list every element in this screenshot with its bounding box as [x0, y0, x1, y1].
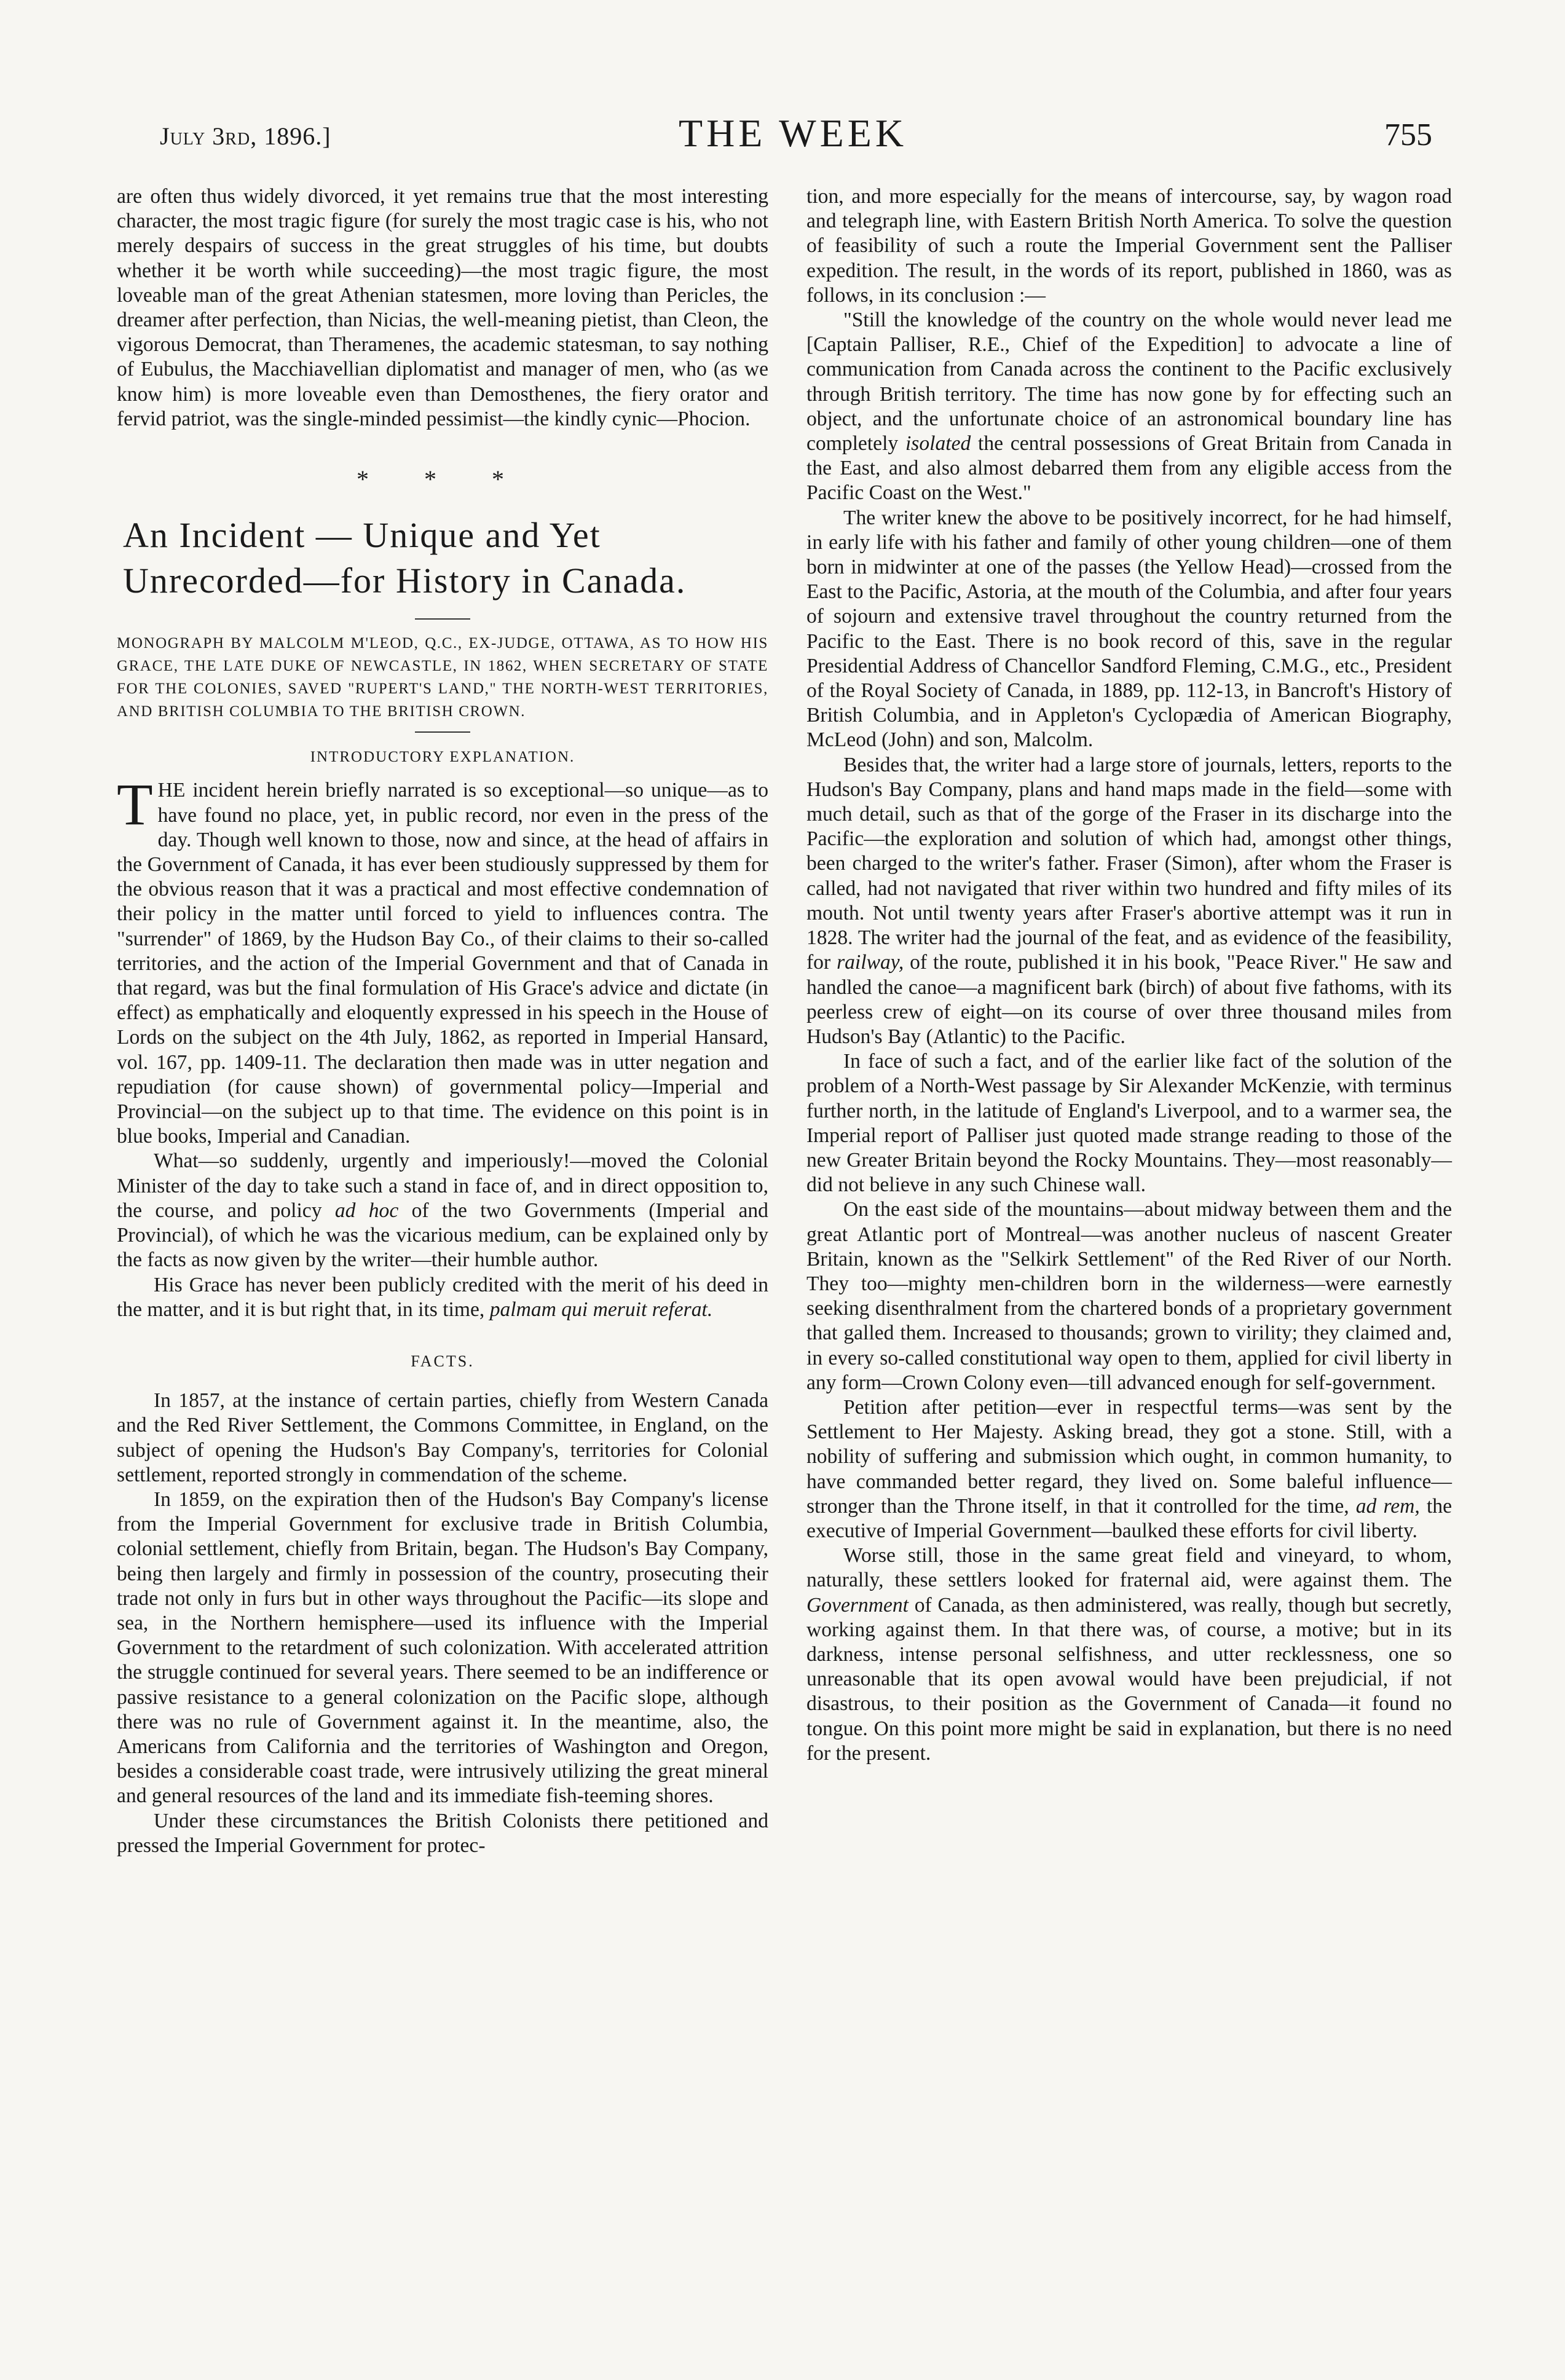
- italic-phrase: palmam qui meruit referat.: [489, 1298, 713, 1321]
- paragraph-text: Besides that, the writer had a large store of journals, letters, reports to the Hudson's Bay Company, plans and hand maps made in the field—some with much detail, such as that of the gorge of the Fraser in its discharge into the Pacific—the exploration and solution of which had, amongst other things, been charged to the writer's father. Fraser (Simon), after whom the Fraser is called, had not navigated that river within two hundred and fifty miles of its mouth. Not until twenty years after Fraser's abortive attempt was it run in 1828. The writer had the journal of the feat, and as evidence of the feasibility, for: [806, 753, 1452, 974]
- italic-phrase: ad hoc: [334, 1199, 399, 1222]
- italic-phrase: railway,: [837, 951, 904, 974]
- section-heading-facts: FACTS.: [411, 1352, 475, 1370]
- section-heading-introductory: INTRODUCTORY EXPLANATION.: [310, 749, 575, 766]
- paragraph-text: of Canada, as then administered, was really, though but secretly, working against them. In that there was, of course, a motive; but in its darkness, intense personal selfishness, and utter recklessness, one so unreasonable that its open avowal would have been prejudicial, if not disastrous, to their position as the Government of Canada—it found no tongue. On this point more might be said in explanation, but there is no need for the present.: [806, 1593, 1452, 1765]
- paragraph: [117, 1273, 768, 1322]
- right-column: [806, 184, 1452, 1766]
- italic-phrase: Government: [806, 1593, 909, 1617]
- block-quote: [806, 308, 1452, 506]
- paragraph-text: of the route, published it in his book, "Peace River." He saw and handled the canoe—a magnificent bark (birch) of about five fathoms, with its peerless crew of eight—on its course of over three thousand miles from Hudson's Bay (Atlantic) to the Pacific.: [806, 951, 1452, 1048]
- paragraph: tion, and more especially for the means of intercourse, say, by wagon road and telegraph line, with Eastern British North America. To solve the question of feasibility of such a route the Imperial Government sent the Palliser expedition. The result, in the words of its report, published in 1860, was as follows, in its conclusion :—: [806, 185, 1452, 307]
- monograph-byline: MONOGRAPH BY MALCOLM M'LEOD, Q.C., EX-JUDGE, OTTAWA, AS TO HOW HIS GRACE, THE LATE DUKE OF NEWCASTLE, IN 1862, WHEN SECRETARY OF STATE FOR THE COLONIES, SAVED "RUPERT'S LAND," THE NORTH-WEST TERRITORIES, AND BRITISH COLUMBIA TO THE BRITISH CROWN.: [117, 635, 768, 720]
- paragraph: are often thus widely divorced, it yet remains true that the most interesting character, the most tragic figure (for surely the most tragic case is his, who not merely despairs of success in the great struggles of his time, but doubts whether it be worth while succeeding)—the most tragic figure, the most loveable man of the great Athenian statesmen, more loving than Pericles, the dreamer after perfection, than Nicias, the well-meaning pietist, than Cleon, the vigorous Democrat, than Theramenes, the academic statesman, to say nothing of Eubulus, the Macchiavellian diplomatist and manager of men, who (as we know him) is more loveable even than Demosthenes, the fiery orator and fervid patriot, was the single-minded pessimist—the kindly cynic—Phocion.: [117, 185, 768, 430]
- masthead-title: THE WEEK: [678, 111, 908, 155]
- drop-cap: T: [117, 771, 153, 838]
- paragraph: In 1859, on the expiration then of the Hudson's Bay Company's license from the Imperial Government for exclusive trade in British Columbia, colonial settlement, chiefly from Britain, began. The Hudson's Bay Company, being then largely and firmly in possession of the country, prosecuting their trade not only in furs but in other ways throughout the Pacific—its slope and sea, in the Northern hemisphere—used its influence with the Imperial Government to the retardment of such colonization. With accelerated attrition the struggle continued for several years. There seemed to be an indifference or passive resistance to a general colonization on the Pacific slope, although there was no rule of Government against it. In the meantime, also, the Americans from California and the territories of Washington and Oregon, besides a considerable coast trade, were intrusively utilizing the great mineral and general resources of the land and its immediate fish-teeming shores.: [117, 1488, 768, 1808]
- paragraph: [117, 771, 768, 1149]
- left-column: [117, 184, 768, 1858]
- paragraph: The writer knew the above to be positively incorrect, for he had himself, in early life with his father and family of other young children—one of them born in midwinter at one of the passes (the Yellow Head)—crossed from the East to the Pacific, Astoria, at the mouth of the Columbia, and after four years of sojourn and extensive travel throughout the country returned from the Pacific to the East. There is no book record of this, save in the regular Presidential Address of Chancellor Sandford Fleming, C.M.G., etc., President of the Royal Society of Canada, in 1889, pp. 112-13, in Bancroft's History of British Columbia, and in Appleton's Cyclopædia of American Biography, McLeod (John) and son, Malcolm.: [806, 506, 1452, 752]
- paragraph: In face of such a fact, and of the earlier like fact of the solution of the problem of a North-West passage by Sir Alexander McKenzie, with terminus further north, in the latitude of England's Liverpool, and to a warmer sea, the Imperial report of Palliser just quoted made strange reading to those of the new Greater Britain beyond the Rocky Mountains. They—most reasonably—did not believe in any such Chinese wall.: [806, 1050, 1452, 1197]
- paragraph: On the east side of the mountains—about midway between them and the great Atlantic port of Montreal—was another nucleus of nascent Greater Britain, known as the "Selkirk Settlement" of the Red River of our North. They too—mighty men-children born in the wilderness—were earnestly seeking disenthralment from the chartered bonds of a proprietary government that galled them. Increased to thousands; grown to virility; they claimed and, in every so-called constitutional way open to them, applied for civil liberty in any form—Crown Colony even—till advanced enough for self-government.: [806, 1198, 1452, 1394]
- paragraph-text: Worse still, those in the same great field and vineyard, to whom, naturally, these settlers looked for fraternal aid, were against them. The: [806, 1544, 1452, 1592]
- paragraph-text: His Grace has never been publicly credited with the merit of his deed in the matter, and it is but right that, in its time,: [117, 1273, 768, 1321]
- paragraph-text: the central possessions of Great Britain from Canada in the East, and also almost debarred them from any eligible access from the Pacific Coast on the West.": [806, 432, 1452, 505]
- issue-date: July 3rd, 1896.]: [160, 122, 331, 150]
- paragraph-text: "Still the knowledge of the country on the whole would never lead me [Captain Palliser, R.E., Chief of the Expedition] to advocate a line of communication from Canada across the continent to the Pacific exclusively through British territory. The time has now gone by for effecting such an object, and the unfortunate choice of an astronomical boundary line has completely: [806, 309, 1452, 455]
- paragraph: In 1857, at the instance of certain parties, chiefly from Western Canada and the Red River Settlement, the Commons Committee, in England, on the subject of opening the Hudson's Bay Company's, territories for Colonial settlement, reported strongly in commendation of the scheme.: [117, 1389, 768, 1486]
- section-separator: * * *: [357, 465, 529, 494]
- paragraph-text: the executive of Imperial Government—baulked these efforts for civil liberty.: [806, 1494, 1452, 1542]
- paragraph: [806, 1395, 1452, 1543]
- paragraph: [806, 1543, 1452, 1766]
- divider: [415, 731, 470, 733]
- italic-phrase: isolated: [905, 432, 971, 455]
- italic-phrase: ad rem,: [1355, 1494, 1420, 1518]
- paragraph: Under these circumstances the British Colonists there petitioned and pressed the Imperial Government for protec-: [117, 1809, 768, 1857]
- paragraph: [117, 1149, 768, 1272]
- divider: [415, 618, 470, 620]
- paragraph-text: What—so suddenly, urgently and imperiously!—moved the Colonial Minister of the day to take such a stand in face of, and in direct opposition to, the course, and policy: [117, 1149, 768, 1222]
- article-title: An Incident — Unique and Yet Unrecorded—for History in Canada.: [123, 515, 687, 601]
- page-header: [154, 111, 1432, 160]
- paragraph-text: of the two Governments (Imperial and Provincial), of which he was the vicarious medium, can be explained only by the facts as now given by the writer—their humble author.: [117, 1199, 768, 1272]
- paragraph-text: HE incident herein briefly narrated is so exceptional—so unique—as to have found no place, yet, in public record, nor even in the press of the day. Though well known to those, now and since, at the head of affairs in the Government of Canada, it has ever been studiously suppressed by them for the obvious reason that it was a practical and most effective condemnation of their policy in the matter until forced to yield to influences contra. The "surrender" of 1869, by the Hudson Bay Co., of their claims to their so-called territories, and the action of the Imperial Government and that of Canada in that regard, was but the final formulation of His Grace's advice and dictate (in effect) as emphatically and eloquently expressed in his speech in the House of Lords on the subject on the 4th July, 1862, as reported in Imperial Hansard, vol. 167, pp. 1409-11. The declaration then made was in utter negation and repudiation (for cause shown) of governmental policy—Imperial and Provincial—on the subject up to that time. The evidence on this point is in blue books, Imperial and Canadian.: [117, 779, 768, 1148]
- paragraph-text: Petition after petition—ever in respectful terms—was sent by the Settlement to Her Majesty. Asking bread, they got a stone. Still, with a nobility of suffering and submission which ought, in common humanity, to have commanded better regard, they lived on. Some baleful influence—stronger than the Throne itself, in that it controlled for the time,: [806, 1395, 1452, 1518]
- page-number: 755: [1384, 117, 1432, 152]
- paragraph: [806, 753, 1452, 1049]
